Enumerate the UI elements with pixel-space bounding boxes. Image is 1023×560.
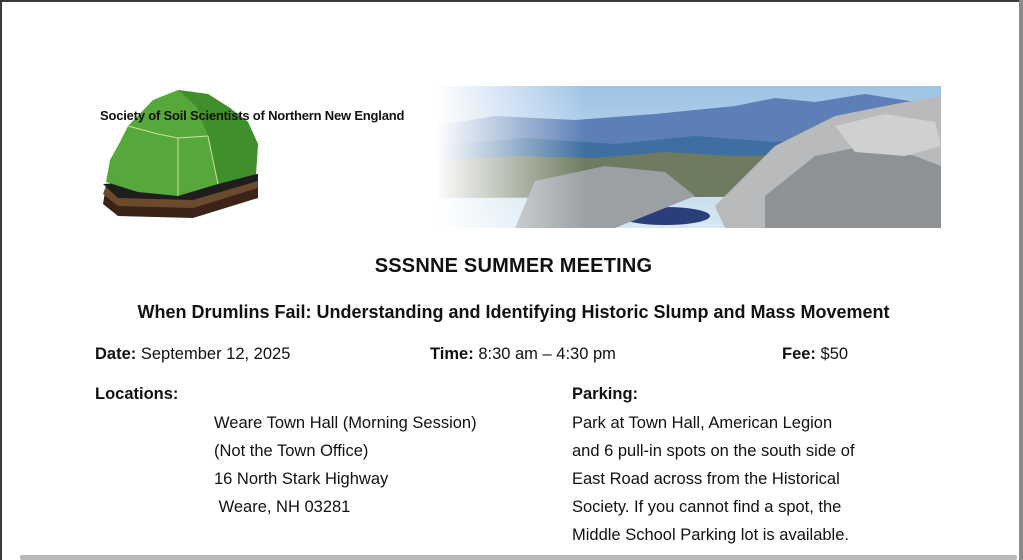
- parking-heading: Parking:: [572, 385, 639, 403]
- meeting-title: SSSNNE SUMMER MEETING: [374, 255, 653, 277]
- parking-text: [572, 409, 855, 549]
- parking-line: Middle School Parking lot is available.: [572, 526, 849, 544]
- date-label: Date:: [95, 345, 137, 363]
- fee-info: [782, 345, 848, 364]
- window-edge: [1019, 0, 1023, 560]
- mountain-landscape-image: [435, 86, 941, 228]
- date-value: September 12, 2025: [140, 345, 291, 363]
- logo-text: Society of Soil Scientists of Northern New England: [100, 108, 405, 123]
- parking-line: and 6 pull-in spots on the south side of: [572, 442, 855, 460]
- date-info: [95, 345, 290, 364]
- time-value: 8:30 am – 4:30 pm: [478, 345, 616, 363]
- fee-label: Fee:: [782, 345, 816, 363]
- location-line: (Not the Town Office): [214, 442, 369, 460]
- parking-line: East Road across from the Historical: [572, 470, 840, 488]
- location-line: Weare Town Hall (Morning Session): [214, 414, 477, 432]
- time-info: [430, 345, 616, 364]
- location-line: 16 North Stark Highway: [214, 470, 389, 488]
- time-label: Time:: [430, 345, 474, 363]
- locations-heading: Locations:: [95, 385, 179, 403]
- location-line: Weare, NH 03281: [214, 498, 351, 516]
- horizontal-scrollbar[interactable]: [20, 555, 1017, 560]
- fee-value: $50: [820, 345, 849, 363]
- parking-line: Society. If you cannot find a spot, the: [572, 498, 842, 516]
- sssnne-logo: [98, 86, 438, 230]
- locations-address: [214, 409, 477, 521]
- meeting-subtitle: When Drumlins Fail: Understanding and Identifying Historic Slump and Mass Movement: [137, 302, 890, 322]
- parking-line: Park at Town Hall, American Legion: [572, 414, 833, 432]
